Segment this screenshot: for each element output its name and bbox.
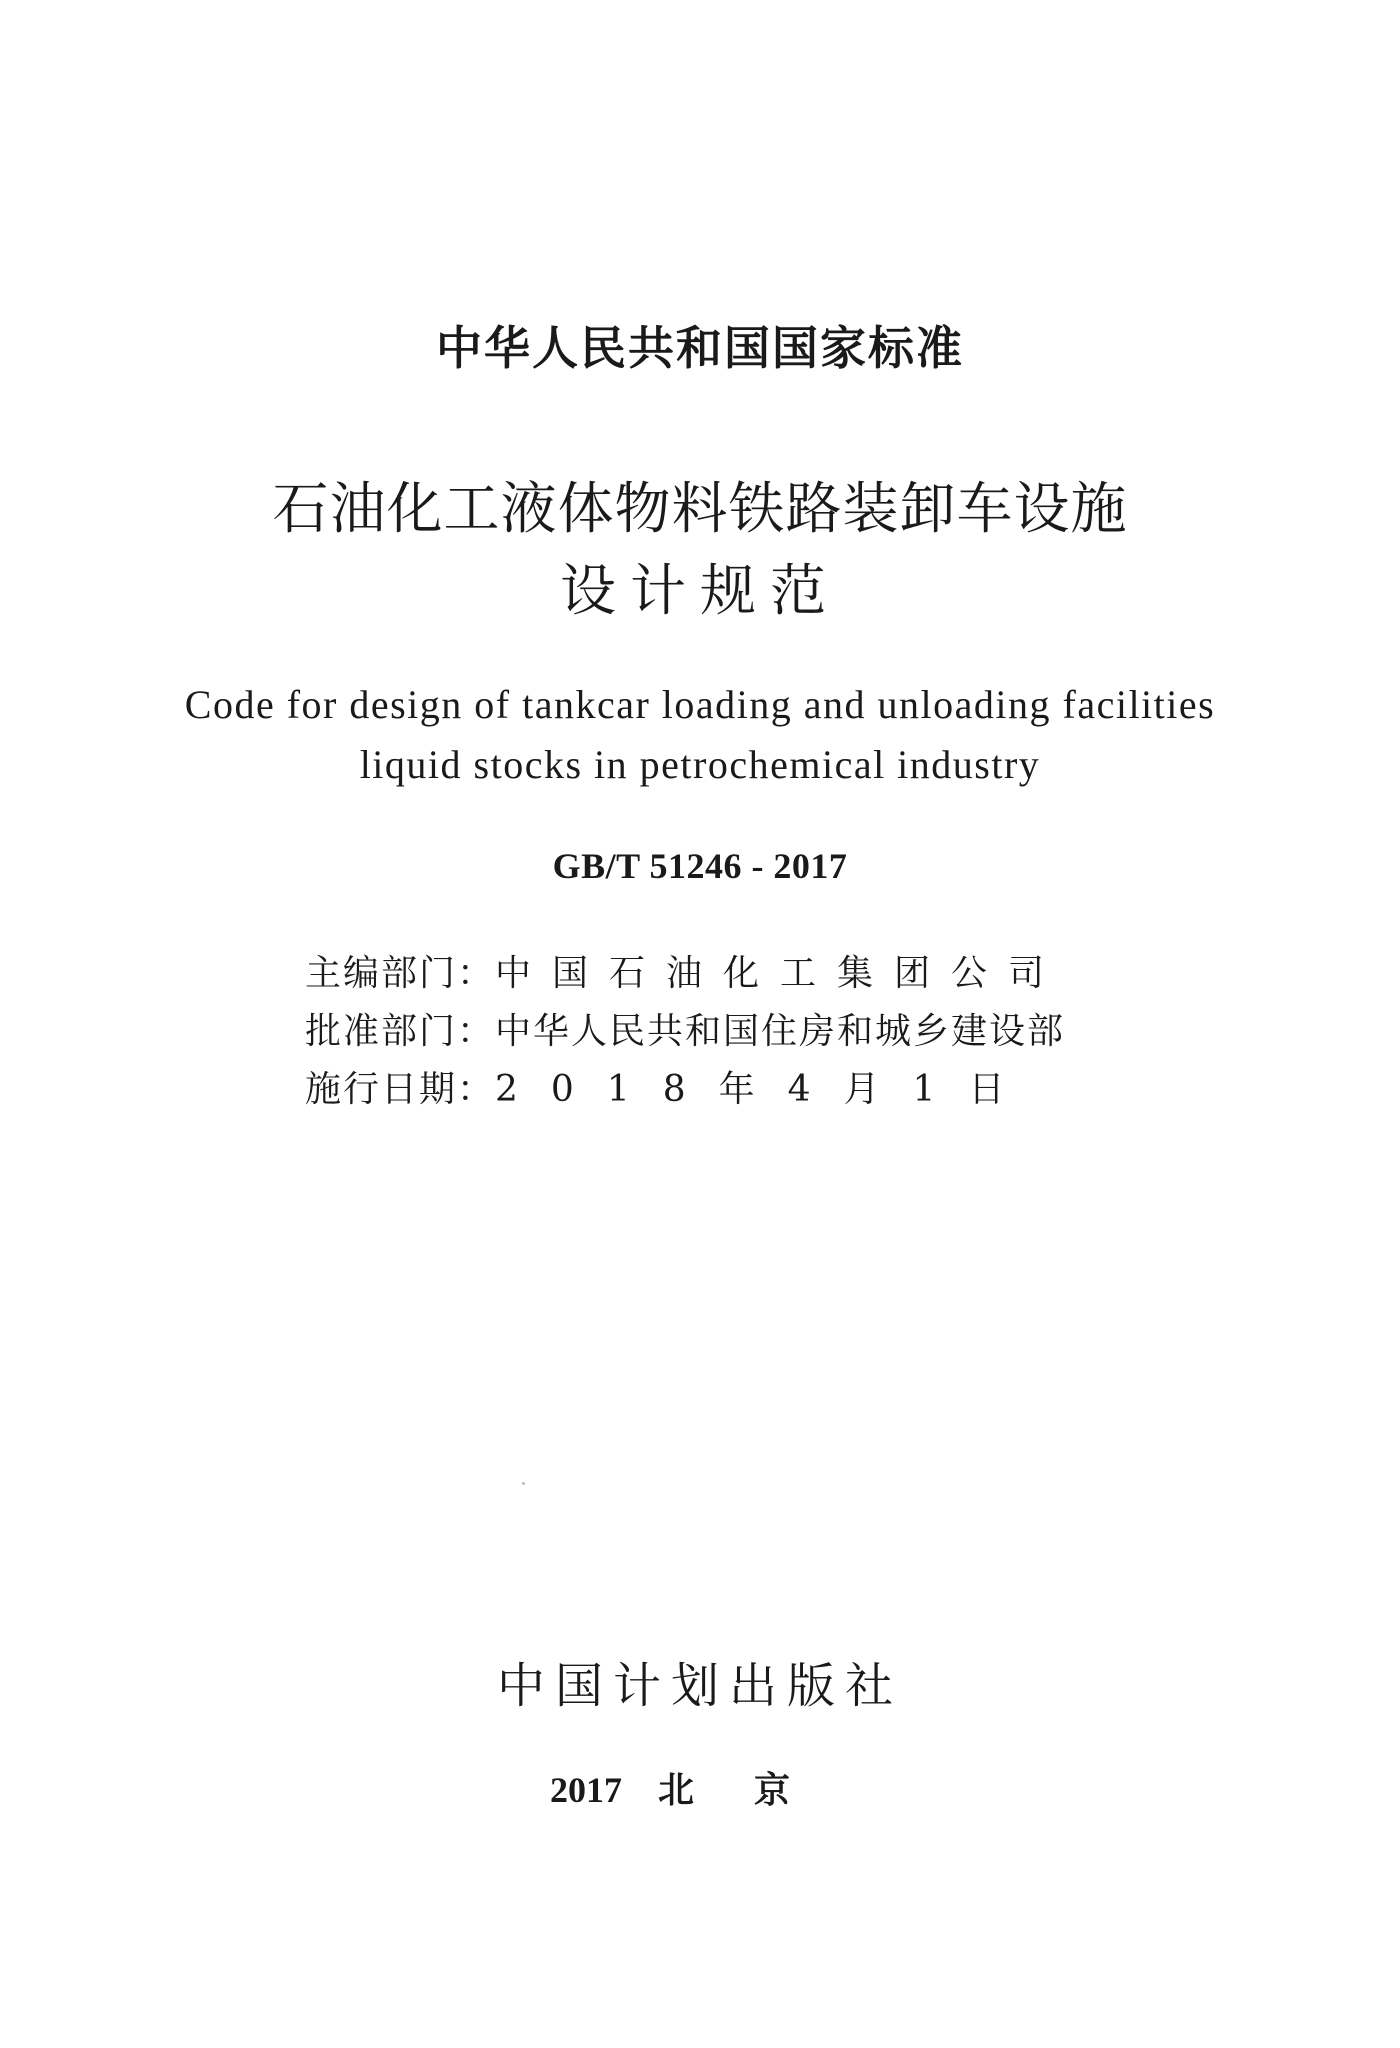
chief-department-label: 主编部门： — [305, 953, 496, 994]
effective-date-value: 2018年4月1日 — [495, 1069, 1038, 1110]
standard-type-heading: 中华人民共和国国家标准 — [436, 321, 964, 375]
publication-year-city — [0, 1766, 1400, 1814]
chinese-title-line-2: 设计规范 — [560, 559, 840, 624]
publication-info-block — [305, 945, 1105, 1119]
effective-date-row — [305, 1061, 1105, 1119]
chief-department-value: 中国石油化工集团公司 — [495, 953, 1066, 994]
approval-department-value: 中华人民共和国住房和城乡建设部 — [495, 1011, 1066, 1052]
publication-year: 2017 — [549, 1770, 622, 1810]
english-title-line-2: liquid stocks in petrochemical industry — [359, 742, 1041, 787]
effective-date-label: 施行日期： — [305, 1069, 496, 1110]
approval-department-label: 批准部门： — [305, 1011, 496, 1052]
approval-department-row — [305, 1003, 1105, 1061]
scan-speck — [522, 1482, 525, 1485]
publication-city: 北京 — [657, 1769, 850, 1811]
standard-number: GB/T 51246 - 2017 — [552, 846, 848, 886]
english-title-line-1: Code for design of tankcar loading and unloading facilities — [184, 682, 1216, 727]
publisher-name: 中国计划出版社 — [496, 1658, 903, 1714]
chinese-title-line-1: 石油化工液体物料铁路装卸车设施 — [272, 477, 1128, 542]
chief-department-row — [305, 945, 1105, 1003]
